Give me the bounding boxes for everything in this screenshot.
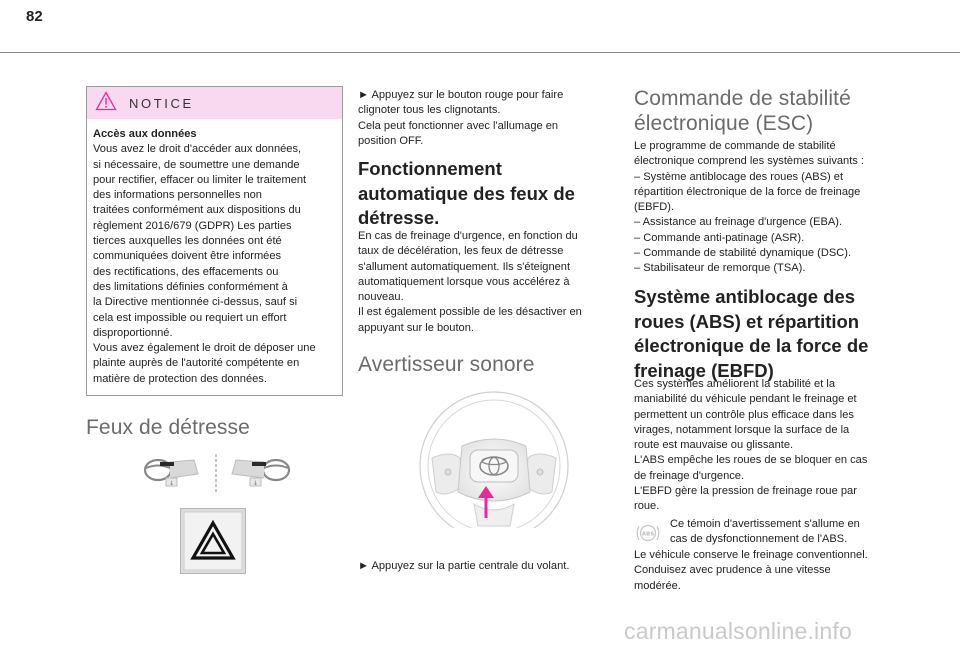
paragraph-line: permettent un contrôle plus efficace dans les [634,408,854,421]
notice-line: des rectifications, des effacements ou [93,265,279,278]
notice-line: Vous avez le droit d'accéder aux données, [93,143,302,156]
closing-text [634,548,868,594]
title-line: freinage (EBFD) [634,359,774,381]
paragraph-line: – Stabilisateur de remorque (TSA). [634,262,806,275]
hazard-section-title: Feux de détresse [86,416,250,439]
abs-text [634,377,867,515]
title-line: roues (ABS) et répartition [634,310,860,332]
paragraph-line: virages, notamment lorsque la surface de la [634,423,850,436]
paragraph-line: Le programme de commande de stabilité [634,140,836,152]
instruction-line: position OFF. [358,134,424,147]
warning-triangle-icon [95,91,117,116]
auto-hazard-title [358,157,575,231]
notice-label: NOTICE [129,95,194,111]
esc-section-title [634,86,851,136]
paragraph-line: appuyant sur le bouton. [358,321,474,334]
paragraph-line: modérée. [634,579,681,592]
notice-box [86,86,343,396]
notice-line: des limitations définies conformément à [93,280,288,293]
title-line: Commande de stabilité [634,87,851,110]
paragraph-line: cas de dysfonctionnement de l'ABS. [670,533,848,546]
notice-line: Vous avez également le droit de déposer une [93,342,316,355]
paragraph-line: Le véhicule conserve le freinage conventionnel. [634,549,868,561]
paragraph-line: – Assistance au freinage d'urgence (EBA). [634,216,843,229]
paragraph-line: Conduisez avec prudence à une vitesse [634,564,831,577]
paragraph-line: L'ABS empêche les roues de se bloquer en cas [634,454,868,467]
notice-line: des informations personnelles non [93,189,262,202]
svg-text:↓: ↓ [168,480,175,487]
header-divider [0,52,960,53]
paragraph-line: électronique comprend les systèmes suivants : [634,155,864,168]
paragraph-line: nouveau. [358,291,404,304]
paragraph-line: Ce témoin d'avertissement s'allume en [670,518,860,530]
esc-text [634,139,864,277]
notice-heading: Accès aux données [93,128,197,140]
abs-icon-label: ABS [641,531,655,538]
steering-wheel-illustration [390,388,570,533]
title-line: Système antiblocage des [634,286,856,307]
paragraph-line: roue. [634,500,660,513]
hazard-instructions [358,88,563,149]
hazard-button-illustration [180,508,246,574]
paragraph-line: de freinage d'urgence. [634,469,745,482]
paragraph-line: – Commande de stabilité dynamique (DSC). [634,247,852,260]
instruction-line: Cela peut fonctionner avec l'allumage en [358,119,559,132]
paragraph-line: automatiquement lorsque vous accélérez à [358,275,570,288]
notice-line: communiquées doivent être informées [93,250,282,263]
paragraph-line: En cas de freinage d'urgence, en fonction du [358,230,578,242]
title-line: automatique des feux de [358,182,575,204]
paragraph-line: s'allument automatiquement. Ils s'éteignent [358,260,571,273]
notice-line: la Directive mentionnée ci-dessus, sauf si [93,296,298,309]
hazard-switch-illustration [136,448,296,501]
title-line: électronique de la force de [634,335,869,356]
paragraph-line: – Commande anti-patinage (ASR). [634,231,805,244]
horn-instruction: ► Appuyez sur la partie centrale du volant. [358,560,570,572]
title-line: détresse. [358,207,440,228]
notice-line: si nécessaire, de soumettre une demande [93,158,300,171]
notice-line: disproportionné. [93,326,173,339]
paragraph-line: (EBFD). [634,201,675,214]
paragraph-line: Ces systèmes améliorent la stabilité et la [634,378,836,390]
notice-line: traitées conformément aux dispositions du [93,204,301,217]
abs-warning-text [670,517,860,548]
abs-section-title [634,285,868,383]
paragraph-line: – Système antiblocage des roues (ABS) et [634,170,844,183]
notice-line: plainte auprès de l'autorité compétente en [93,357,300,370]
paragraph-line: taux de décélération, les feux de détresse [358,245,564,258]
paragraph-line: route est mauvaise ou glissante. [634,439,794,452]
notice-line: règlement 2016/679 (GDPR) Les parties [93,219,292,232]
page-number: 82 [26,8,43,25]
paragraph-line: L'EBFD gère la pression de freinage roue par [634,485,857,498]
watermark: carmanualsonline.info [624,618,852,644]
paragraph-line: répartition électronique de la force de freinage [634,185,861,198]
notice-body [87,119,342,387]
instruction-line: ► Appuyez sur le bouton rouge pour faire [358,89,564,101]
svg-text:↓: ↓ [252,480,259,487]
notice-header [87,87,342,119]
title-line: électronique (ESC) [634,112,814,135]
paragraph-line: maniabilité du véhicule pendant le freinage et [634,393,857,406]
notice-line: pour rectifier, effacer ou limiter le traitement [93,173,307,186]
notice-line: cela est impossible ou requiert un effort [93,311,287,324]
instruction-line: clignoter tous les clignotants. [358,104,501,117]
auto-hazard-text [358,229,582,336]
horn-section-title: Avertisseur sonore [358,353,535,376]
paragraph-line: Il est également possible de les désactiver en [358,306,582,319]
notice-line: matière de protection des données. [93,372,267,385]
notice-line: tierces auxquelles les données ont été [93,235,282,248]
abs-warning-lamp-icon [634,520,662,551]
title-line: Fonctionnement [358,158,502,179]
